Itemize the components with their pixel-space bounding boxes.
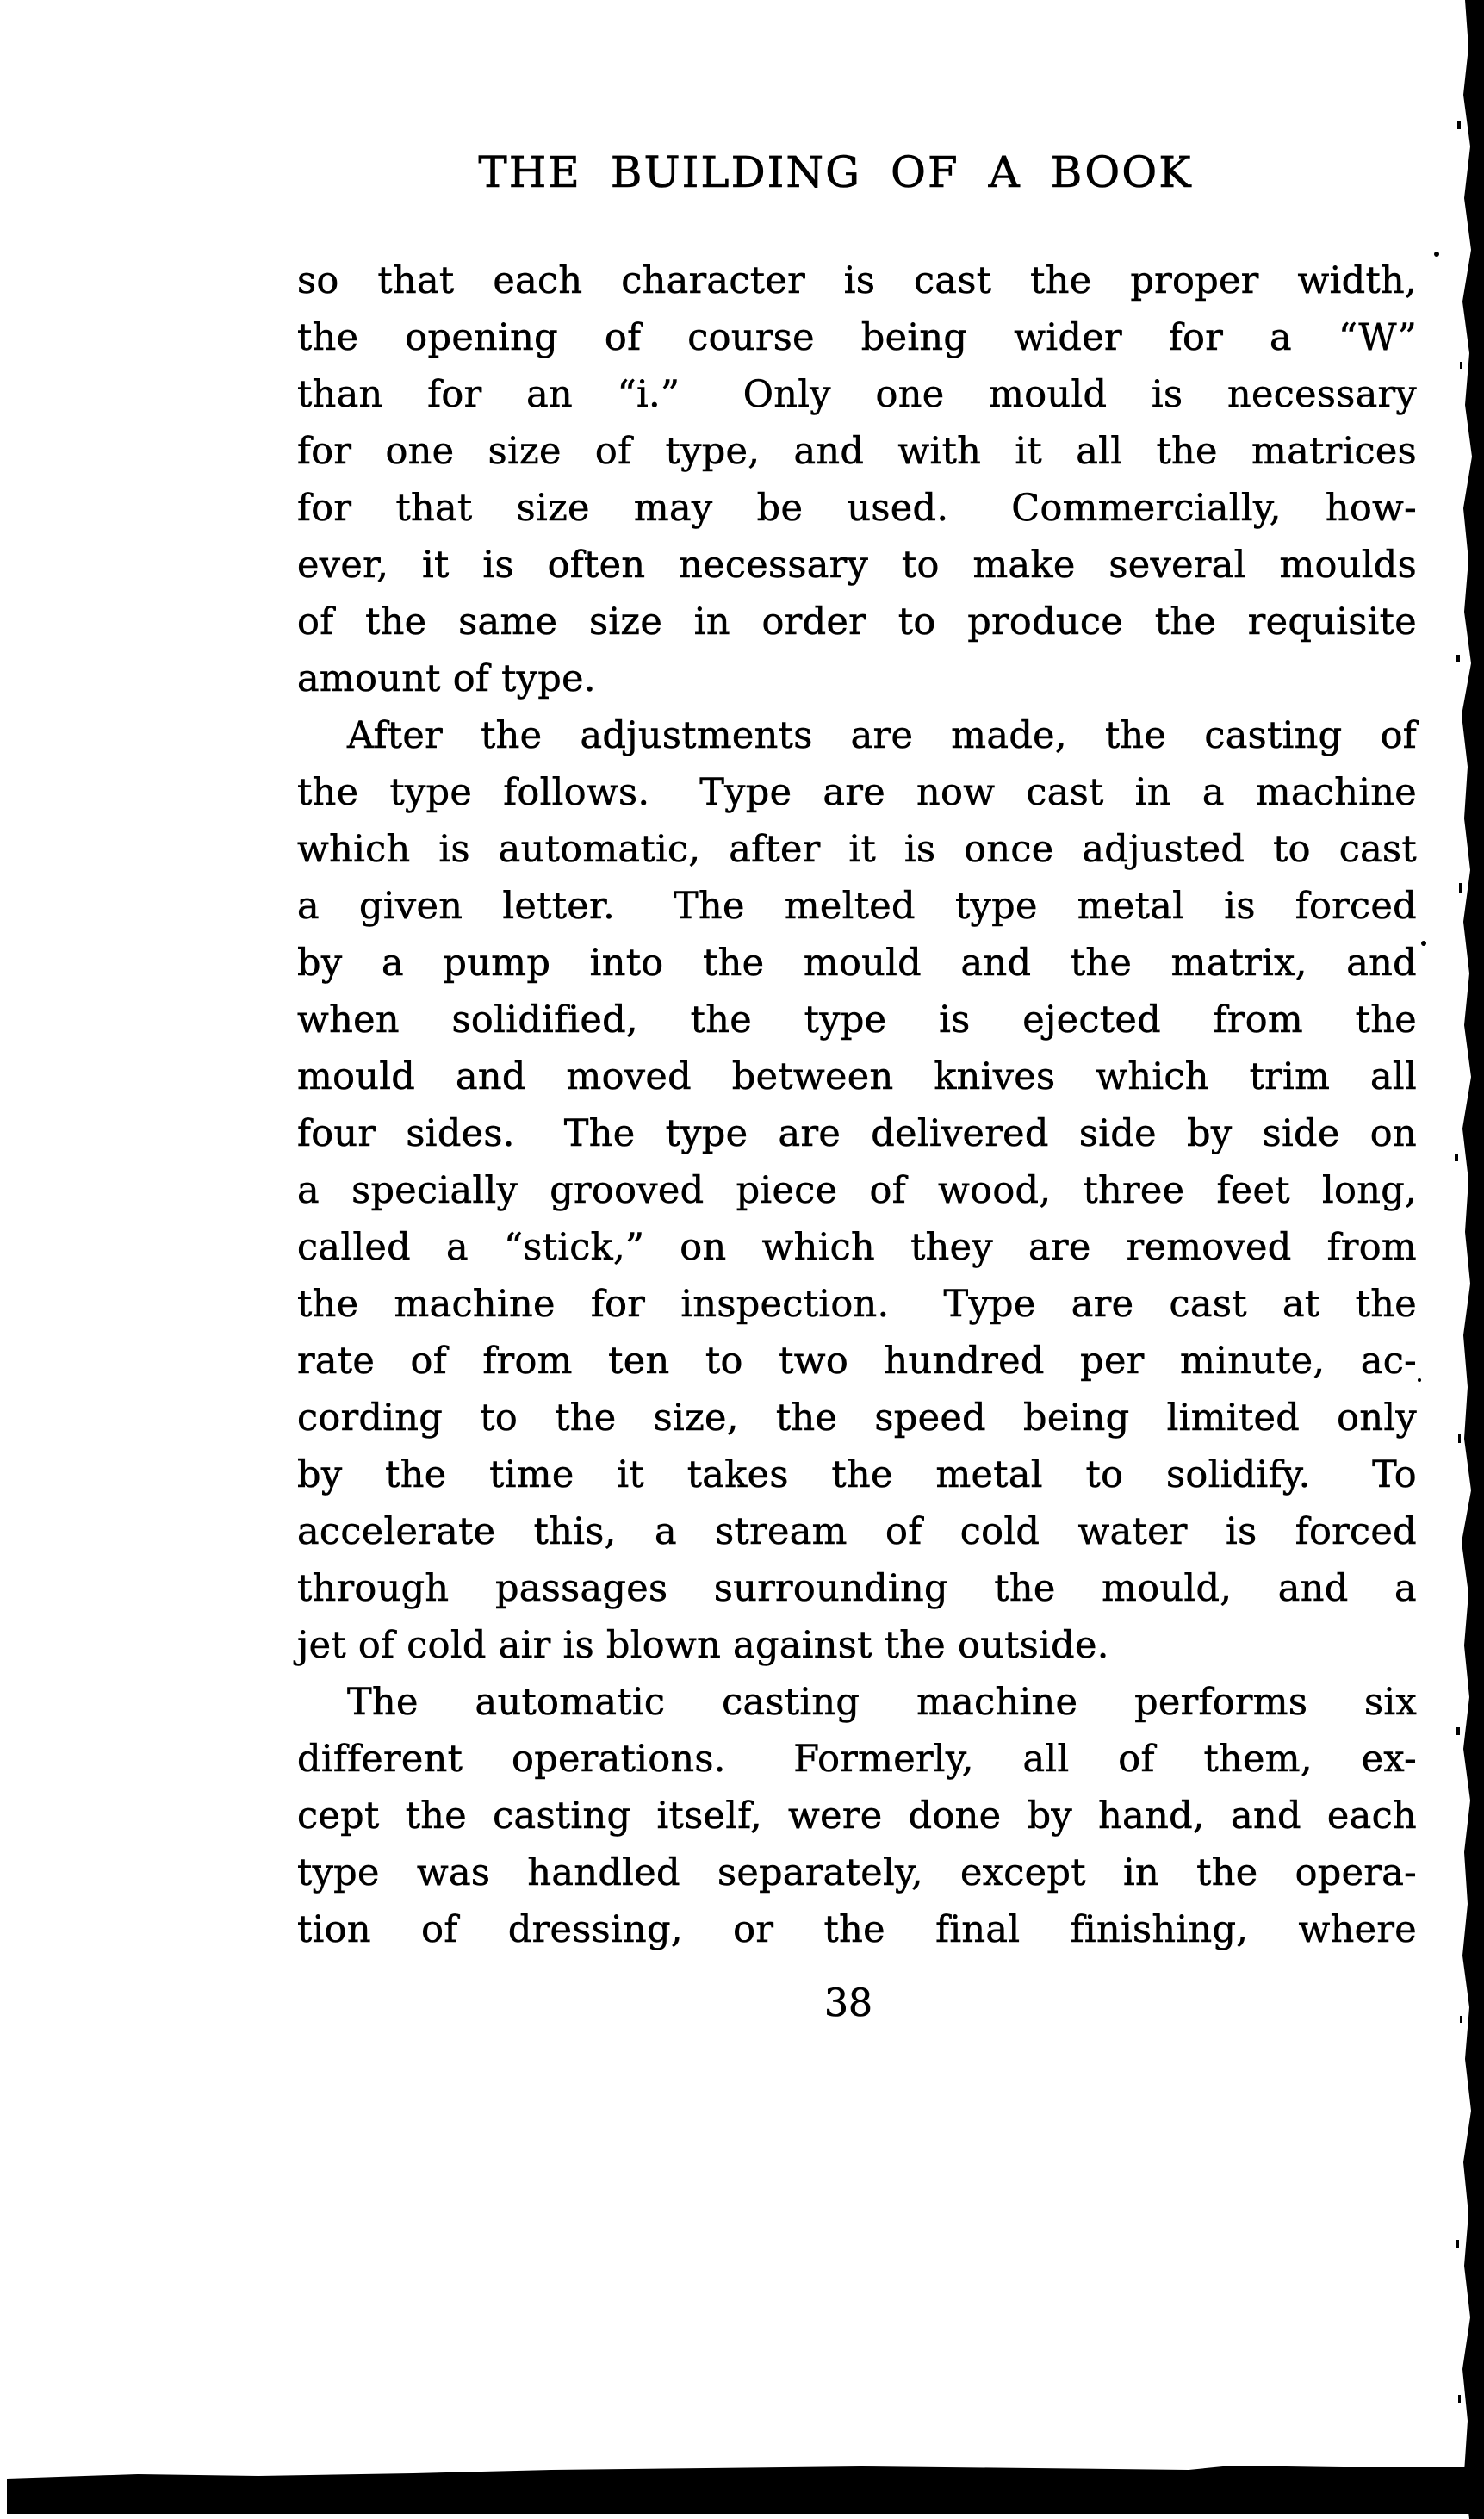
text-line: different operations. Formerly, all of them, ex- <box>297 1738 1417 1781</box>
text-line: a given letter. The melted type metal is forced <box>297 885 1417 928</box>
text-line: rate of from ten to two hundred per minute, ac- <box>297 1340 1417 1383</box>
text-line: ever, it is often necessary to make several moulds <box>297 544 1417 587</box>
text-line: After the adjustments are made, the casting of <box>347 714 1417 757</box>
text-line: the machine for inspection. Type are cast at the <box>297 1283 1417 1326</box>
text-line: so that each character is cast the proper width, <box>297 259 1417 302</box>
text-line: type was handled separately, except in the opera- <box>297 1851 1417 1894</box>
text-line: cept the casting itself, were done by hand, and each <box>297 1794 1417 1838</box>
text-line: cording to the size, the speed being limited only <box>297 1396 1417 1440</box>
bottom-scan-bar <box>7 2466 1484 2514</box>
text-line: by the time it takes the metal to solidify. To <box>297 1453 1417 1496</box>
page-number: 38 <box>824 1981 872 2025</box>
text-line: through passages surrounding the mould, and a <box>297 1567 1417 1610</box>
text-line: of the same size in order to produce the requisite <box>297 600 1417 644</box>
text-line: than for an “i.” Only one mould is necessary <box>297 373 1417 416</box>
gutter-shadow-band <box>1462 0 1484 2519</box>
text-line: when solidified, the type is ejected from the <box>297 998 1417 1042</box>
text-line: accelerate this, a stream of cold water is forced <box>297 1510 1417 1553</box>
text-line: amount of type. <box>297 657 596 700</box>
running-head-title: THE BUILDING OF A BOOK <box>478 147 1193 197</box>
text-line: which is automatic, after it is once adjusted to cast <box>297 828 1417 871</box>
text-line: the type follows. Type are now cast in a machine <box>297 771 1417 814</box>
text-line: mould and moved between knives which trim all <box>297 1055 1417 1098</box>
text-line: by a pump into the mould and the matrix, and <box>297 942 1417 985</box>
text-line: for that size may be used. Commercially, how- <box>297 487 1417 530</box>
text-line: called a “stick,” on which they are removed from <box>297 1226 1417 1269</box>
text-line: for one size of type, and with it all the matrices <box>297 430 1417 473</box>
text-line: four sides. The type are delivered side by side on <box>297 1112 1417 1155</box>
body-text-block <box>297 252 1417 1958</box>
text-line: a specially grooved piece of wood, three feet long, <box>297 1169 1417 1212</box>
text-line: tion of dressing, or the final finishing, where <box>297 1908 1417 1951</box>
text-line: jet of cold air is blown against the outside. <box>297 1624 1109 1667</box>
scan-speckles <box>1418 121 1462 2403</box>
text-line: the opening of course being wider for a “W” <box>297 316 1417 359</box>
text-line: The automatic casting machine performs six <box>347 1681 1417 1724</box>
